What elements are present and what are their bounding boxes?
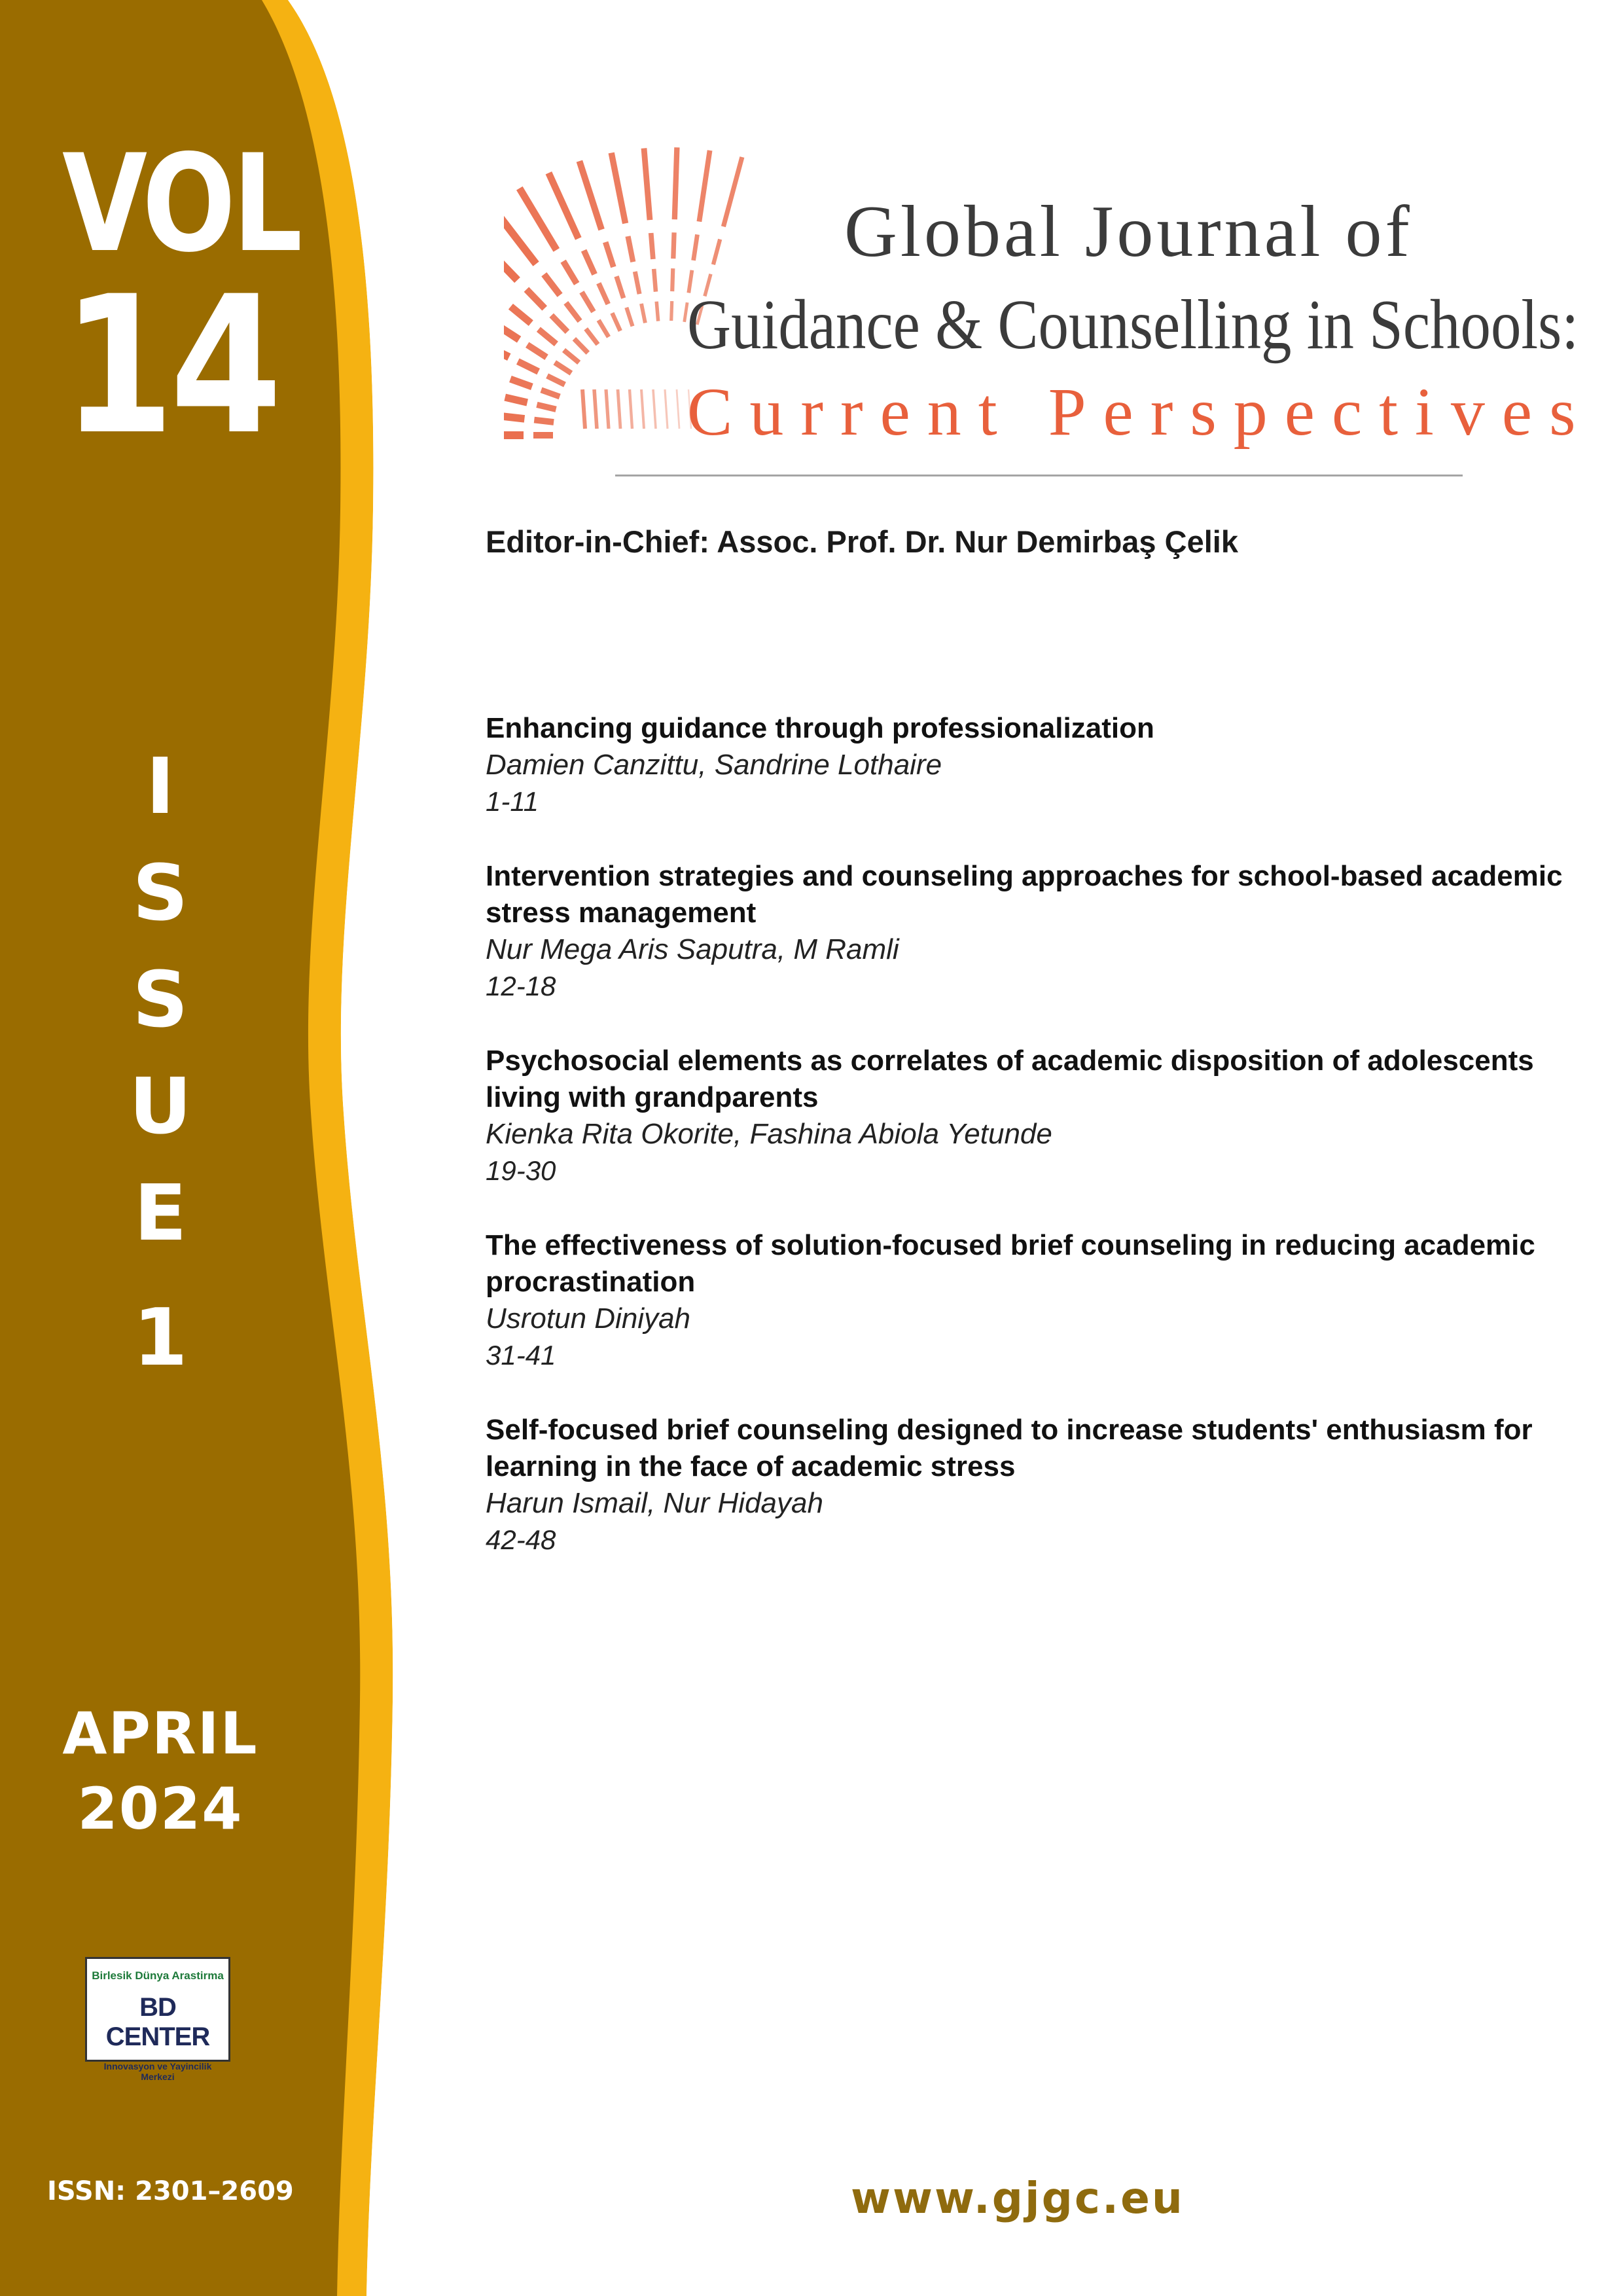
sunburst-ray	[504, 325, 519, 340]
article-authors: Damien Canzittu, Sandrine Lothaire	[486, 749, 942, 781]
sunburst-ray	[555, 363, 571, 373]
issue-letter: E	[134, 1168, 187, 1258]
sunburst-ray	[665, 389, 668, 429]
sunburst-ray	[616, 276, 624, 298]
sunburst-ray	[653, 389, 656, 429]
sunburst-ray	[539, 329, 556, 344]
sunburst-ray	[599, 283, 608, 304]
sunburst-ray	[606, 389, 609, 429]
article-title[interactable]: Self-focused brief counseling designed to increase students' enthusiasm for learning in the face of academic stress	[486, 1414, 1533, 1482]
article-entry	[486, 1412, 1611, 1558]
issue-letter: I	[146, 741, 175, 831]
sunburst-ray	[547, 376, 565, 384]
sunburst-ray	[563, 261, 577, 283]
issue-letter: S	[132, 954, 188, 1045]
sunburst-ray	[644, 149, 650, 221]
sunburst-ray	[654, 269, 656, 292]
article-title[interactable]: Enhancing guidance through professionalization	[486, 712, 1154, 744]
sunburst-ray	[504, 207, 536, 264]
sunburst-ray	[628, 236, 633, 262]
sunburst-ray	[612, 313, 620, 331]
publisher-line-3: Innovasyon ve Yayincilik Merkezi	[103, 2061, 212, 2082]
article-title[interactable]: The effectiveness of solution-focused brief counseling in reducing academic procrastination	[486, 1229, 1535, 1298]
article-authors: Kienka Rita Okorite, Fashina Abiola Yetunde	[486, 1118, 1052, 1150]
article-title[interactable]: Intervention strategies and counseling approaches for school-based academic stress management	[486, 860, 1563, 929]
sunburst-ray	[504, 346, 509, 357]
sunburst-ray	[586, 329, 597, 344]
article-entry	[486, 710, 1611, 820]
article-pages: 42-48	[486, 1524, 556, 1555]
sunburst-ray	[584, 251, 595, 275]
sunburst-ray	[574, 339, 588, 353]
sunburst-ray	[518, 361, 538, 372]
article-pages: 12-18	[486, 971, 556, 1001]
sunburst-ray	[611, 153, 625, 224]
sunburst-ray	[544, 274, 560, 295]
sunburst-ray	[671, 301, 672, 321]
article-authors: Usrotun Diniyah	[486, 1302, 691, 1335]
sunburst-ray	[527, 345, 546, 357]
sunburst-ray	[582, 389, 585, 429]
article-entry	[486, 1227, 1611, 1374]
article-pages: 31-41	[486, 1340, 556, 1371]
journal-website-link[interactable]: www.gjgc.eu	[851, 2173, 1185, 2223]
sunburst-ray	[677, 389, 679, 429]
sunburst-ray	[504, 416, 524, 419]
sunburst-ray	[694, 234, 698, 260]
table-of-contents	[486, 710, 1611, 1596]
sunburst-ray	[599, 320, 609, 337]
journal-title-line-2: Guidance & Counselling in Schools:	[687, 286, 1579, 364]
article-pages: 1-11	[486, 786, 539, 817]
article-authors: Nur Mega Aris Saputra, M Ramli	[486, 933, 899, 965]
sunburst-ray	[672, 268, 673, 291]
sunburst-ray	[723, 157, 742, 226]
sunburst-ray	[618, 389, 620, 429]
sunburst-ray	[673, 232, 674, 259]
sunburst-ray	[675, 147, 677, 219]
sunburst-ray	[713, 240, 720, 265]
article-authors: Harun Ismail, Nur Hidayah	[486, 1487, 823, 1519]
issue-number: 1	[133, 1293, 188, 1384]
volume-number: 14	[62, 256, 278, 476]
sunburst-ray	[656, 302, 658, 321]
issn: ISSN: 2301–2609	[47, 2176, 294, 2206]
sunburst-ray	[651, 233, 653, 259]
issue-label	[98, 733, 223, 1266]
volume-label: VOL	[62, 126, 300, 282]
sunburst-ray	[594, 389, 597, 429]
sunburst-ray	[564, 350, 579, 363]
sunburst-ray	[626, 308, 632, 327]
issue-year: 2024	[77, 1775, 243, 1842]
sunburst-ray	[537, 404, 556, 409]
sunburst-ray	[641, 304, 645, 323]
sunburst-ray	[630, 389, 632, 429]
sunburst-ray	[635, 272, 639, 294]
article-title[interactable]: Psychosocial elements as correlates of academic disposition of adolescents living with grandparents	[486, 1045, 1534, 1113]
sunburst-ray	[526, 289, 544, 308]
sunburst-ray	[510, 379, 532, 387]
sunburst-ray	[641, 389, 644, 429]
journal-subtitle: Current Perspectives	[687, 374, 1593, 450]
issue-letter: S	[132, 848, 188, 938]
sunburst-ray	[566, 303, 580, 321]
issue-month: APRIL	[62, 1700, 259, 1767]
article-entry	[486, 1043, 1611, 1189]
sunburst-ray	[534, 420, 554, 422]
sunburst-ray	[548, 173, 578, 238]
header-divider	[615, 475, 1463, 476]
publisher-logo	[85, 1957, 230, 2082]
sunburst-ray	[579, 161, 601, 230]
sunburst-ray	[699, 151, 709, 222]
sunburst-ray	[552, 315, 567, 332]
journal-title-line-1: Global Journal of	[844, 191, 1413, 272]
sunburst-ray	[510, 306, 531, 323]
sunburst-ray	[520, 188, 557, 250]
issue-letter: U	[129, 1061, 192, 1151]
article-pages: 19-30	[486, 1155, 556, 1186]
sunburst-ray	[582, 292, 594, 312]
article-entry	[486, 858, 1611, 1005]
publisher-line-2: BD CENTER	[105, 1993, 210, 2051]
sunburst-ray	[605, 242, 613, 267]
editor-in-chief: Editor-in-Chief: Assoc. Prof. Dr. Nur Demirbaş Çelik	[486, 524, 1238, 559]
publisher-line-1: Birlesik Dünya Arastirma	[92, 1969, 224, 1982]
sunburst-ray	[505, 397, 527, 403]
sunburst-ray	[541, 390, 560, 397]
